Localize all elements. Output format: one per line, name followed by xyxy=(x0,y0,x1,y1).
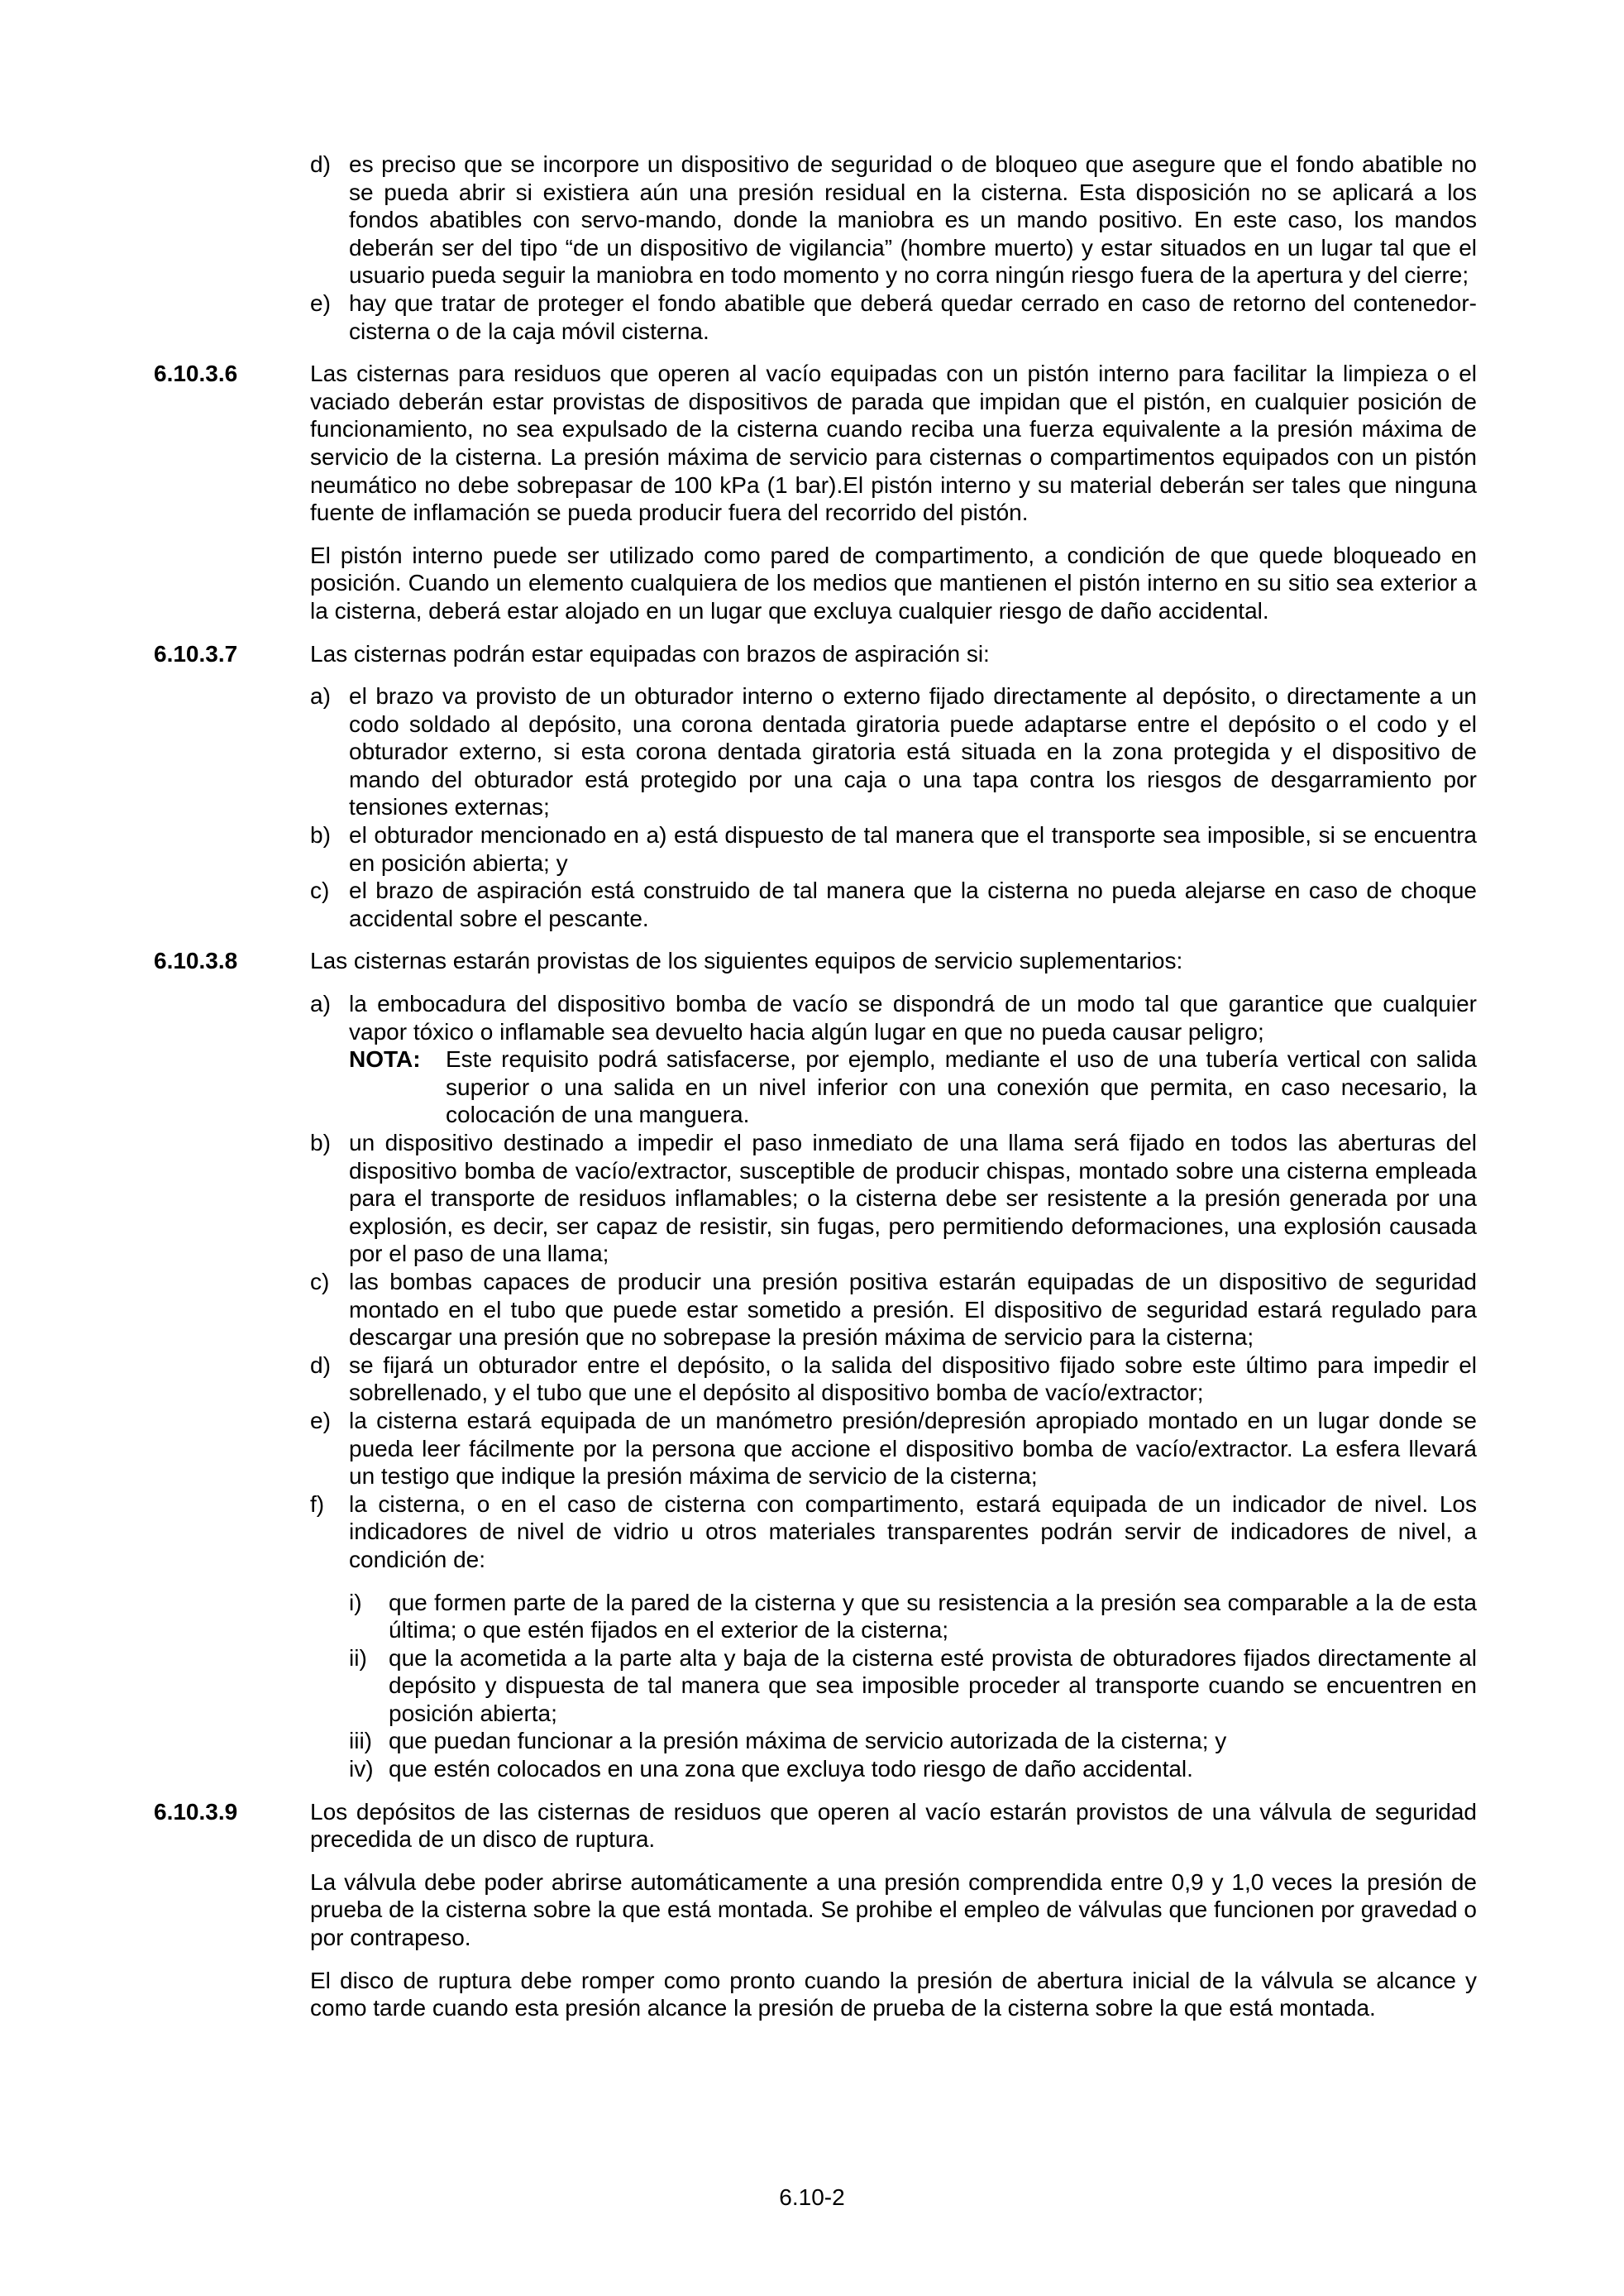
section-text: Las cisternas podrán estar equipadas con brazos de aspiración si: xyxy=(310,640,990,667)
list-text: que la acometida a la parte alta y baja de la cisterna esté provista de obturadores fijados directamente al depósito y dispuesta de tal manera que sea imposible proceder al transporte cuando se encuentren en posición abierta; xyxy=(389,1644,1477,1726)
document-page xyxy=(154,151,1477,2022)
list-text: el brazo de aspiración está construido de tal manera que la cisterna no pueda alejarse en caso de choque accidental sobre el pescante. xyxy=(349,878,1477,931)
list-text: la embocadura del dispositivo bomba de vacío se dispondrá de un modo tal que garantice que cualquier vapor tóxico o inflamable sea devuelto hacia algún lugar en que no pueda causar peligro; xyxy=(349,991,1477,1045)
section-6-10-3-6 xyxy=(154,360,1477,624)
list-item-f xyxy=(310,1490,1477,1574)
list-text: la cisterna, o en el caso de cisterna con compartimento, estará equipada de un indicador de nivel. Los indicadores de nivel de vidrio u otros materiales transparentes podrán servir de indicadores de nivel, a condición de: xyxy=(349,1490,1477,1572)
list-item-c xyxy=(310,877,1477,932)
list-text: que formen parte de la pared de la cisterna y que su resistencia a la presión sea comparable a la de esta última; o que estén fijados en el exterior de la cisterna; xyxy=(389,1589,1477,1643)
section-text: Los depósitos de las cisternas de residuos que operen al vacío estarán provistos de una válvula de seguridad precedida de un disco de ruptura. xyxy=(310,1798,1477,1853)
section-paragraph: El pistón interno puede ser utilizado como pared de compartimento, a condición de que quede bloqueado en posición. Cuando un elemento cualquiera de los medios que mantienen el pistón interno en su sitio sea exterior a la cisterna, deberá estar alojado en un lugar que excluya cualquier riesgo de daño accidental. xyxy=(310,542,1477,624)
list-item-a xyxy=(310,990,1477,1129)
list-label: i) xyxy=(349,1589,362,1615)
list-label: d) xyxy=(310,1351,331,1378)
list-label: c) xyxy=(310,1268,330,1294)
list-item-e xyxy=(310,1407,1477,1490)
list-label: ii) xyxy=(349,1644,367,1671)
roman-item-iii xyxy=(349,1727,1477,1755)
top-list xyxy=(310,151,1477,345)
list-text: el brazo va provisto de un obturador interno o externo fijado directamente al depósito, o directamente a un codo soldado al depósito, una corona dentada giratoria puede adaptarse entre el depósito o el codo y el obturador externo, si esta corona dentada giratoria está situada en la zona protegida y el dispositivo de mando del obturador está protegido por una caja o una tapa contra los riesgos de desgarramiento por tensiones externas; xyxy=(349,683,1477,820)
section-number: 6.10.3.8 xyxy=(154,948,238,974)
roman-list xyxy=(349,1589,1477,1783)
list-text: que estén colocados en una zona que excluya todo riesgo de daño accidental. xyxy=(389,1756,1193,1782)
section-paragraph: El disco de ruptura debe romper como pronto cuando la presión de abertura inicial de la válvula se alcance y como tarde cuando esta presión alcance la presión de prueba de la cisterna sobre la que está montada. xyxy=(310,1967,1477,2021)
list-item-a xyxy=(310,682,1477,821)
list-text: el obturador mencionado en a) está dispuesto de tal manera que el transporte sea imposible, si se encuentra en posición abierta; y xyxy=(349,822,1477,876)
section-number: 6.10.3.7 xyxy=(154,640,238,667)
list-item-e xyxy=(310,289,1477,345)
list-label: iii) xyxy=(349,1728,372,1754)
roman-item-ii xyxy=(349,1644,1477,1728)
note xyxy=(349,1045,1477,1129)
list-label: a) xyxy=(310,991,331,1017)
list-6-10-3-8 xyxy=(310,990,1477,1783)
note-text: Este requisito podrá satisfacerse, por ejemplo, mediante el uso de una tubería vertical con salida superior o una salida en un nivel inferior con una conexión que permita, en caso necesario, la colocación de una manguera. xyxy=(446,1046,1477,1128)
list-text: que puedan funcionar a la presión máxima de servicio autorizada de la cisterna; y xyxy=(389,1728,1227,1754)
list-label: e) xyxy=(310,1407,331,1433)
list-6-10-3-7 xyxy=(310,682,1477,932)
section-6-10-3-7 xyxy=(154,640,1477,668)
section-number: 6.10.3.6 xyxy=(154,361,238,387)
list-item-b xyxy=(310,1129,1477,1268)
list-text: hay que tratar de proteger el fondo abatible que deberá quedar cerrado en caso de retorno del contenedor-cisterna o de la caja móvil cisterna. xyxy=(349,289,1477,344)
list-item-c xyxy=(310,1268,1477,1351)
section-text: Las cisternas para residuos que operen al vacío equipadas con un pistón interno para facilitar la limpieza o el vaciado deberán estar provistas de dispositivos de parada que impidan que el pistón, en cualquier posición de funcionamiento, no sea expulsado de la cisterna cuando reciba una fuerza equivalente a la presión máxima de servicio de la cisterna. La presión máxima de servicio para cisternas o compartimentos equipados con un pistón neumático no debe sobrepasar de 100 kPa (1 bar).El pistón interno y su material deberán ser tales que ninguna fuente de inflamación se pueda producir fuera del recorrido del pistón. xyxy=(310,361,1477,526)
list-text: las bombas capaces de producir una presión positiva estarán equipadas de un dispositivo de seguridad montado en el tubo que puede estar sometido a presión. El dispositivo de seguridad estará regulado para descargar una presión que no sobrepase la presión máxima de servicio para la cisterna; xyxy=(349,1268,1477,1351)
list-label: a) xyxy=(310,683,331,710)
list-text: es preciso que se incorpore un dispositivo de seguridad o de bloqueo que asegure que el fondo abatible no se pueda abrir si existiera aún una presión residual en la cisterna. Esta disposición no se aplicará a los fondos abatibles con servo-mando, donde la maniobra es un mando positivo. En este caso, los mandos deberán ser del tipo “de un dispositivo de vigilancia” (hombre muerto) y estar situados en un lugar tal que el usuario pueda seguir la maniobra en todo momento y no corra ningún riesgo fuera de la apertura y del cierre; xyxy=(349,151,1477,289)
list-label: d) xyxy=(310,151,331,177)
section-6-10-3-9 xyxy=(154,1798,1477,2022)
section-paragraph: La válvula debe poder abrirse automáticamente a una presión comprendida entre 0,9 y 1,0 veces la presión de prueba de la cisterna sobre la que está montada. Se prohibe el empleo de válvulas que funcionen por gravedad o por contrapeso. xyxy=(310,1868,1477,1951)
list-label: b) xyxy=(310,1130,331,1155)
list-label: c) xyxy=(310,878,330,904)
section-number: 6.10.3.9 xyxy=(154,1798,238,1825)
roman-item-iv xyxy=(349,1755,1477,1783)
list-label: f) xyxy=(310,1490,325,1517)
section-6-10-3-8 xyxy=(154,947,1477,975)
list-text: la cisterna estará equipada de un manómetro presión/depresión apropiado montado en un lugar donde se pueda leer fácilmente por la persona que accione el dispositivo bomba de vacío/extractor. La esfera llevará un testigo que indique la presión máxima de servicio de la cisterna; xyxy=(349,1407,1477,1490)
list-text: se fijará un obturador entre el depósito, o la salida del dispositivo fijado sobre este último para impedir el sobrellenado, y el tubo que une el depósito al dispositivo bomba de vacío/extractor; xyxy=(349,1351,1477,1406)
roman-item-i xyxy=(349,1589,1477,1644)
list-item-b xyxy=(310,821,1477,877)
list-label: e) xyxy=(310,289,331,316)
list-item-d xyxy=(310,151,1477,289)
list-label: b) xyxy=(310,822,331,849)
page-number: 6.10-2 xyxy=(779,2184,845,2210)
list-item-d xyxy=(310,1351,1477,1407)
list-label: iv) xyxy=(349,1756,374,1782)
note-label: NOTA: xyxy=(349,1046,421,1073)
section-text: Las cisternas estarán provistas de los siguientes equipos de servicio suplementarios: xyxy=(310,948,1183,974)
list-text: un dispositivo destinado a impedir el paso inmediato de una llama será fijado en todos las aberturas del dispositivo bomba de vacío/extractor, susceptible de producir chispas, montado sobre una cisterna empleada para el transporte de residuos inflamables; o la cisterna debe ser resistente a la presión generada por una explosión, es decir, ser capaz de resistir, sin fugas, pero permitiendo deformaciones, una explosión causada por el paso de una llama; xyxy=(349,1130,1477,1267)
